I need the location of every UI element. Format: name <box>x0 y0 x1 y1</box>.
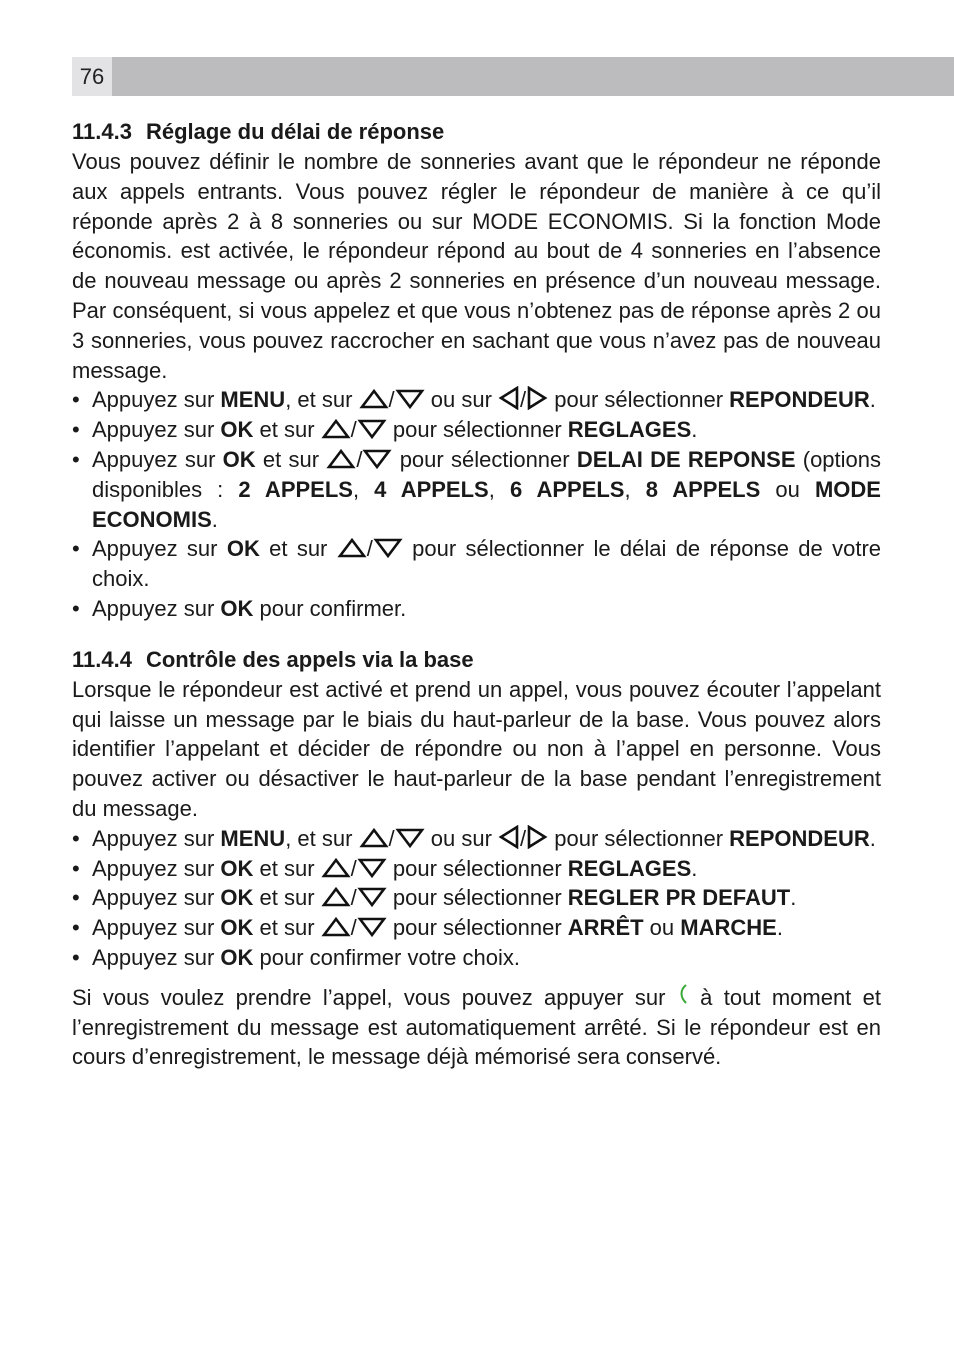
list-item: • Appuyez sur OK et sur / pour sélectionner REGLAGES. <box>72 415 881 445</box>
down-arrow-icon <box>395 827 425 849</box>
section-title: Contrôle des appels via la base <box>145 646 474 672</box>
closing-paragraph: Si vous voulez prendre l’appel, vous pouvez appuyer sur à tout moment et l’enregistrement du message est automatiquement arrêté. Si le répondeur est en cours d’enregistrement, le message déjà mémorisé sera conservé. <box>72 984 881 1070</box>
right-arrow-icon <box>526 386 548 410</box>
list-item: • Appuyez sur OK et sur / pour sélectionner REGLAGES. <box>72 854 881 884</box>
section-paragraph: Lorsque le répondeur est activé et prend un appel, vous pouvez écouter l’appelant qui laisse un message par le biais du haut-parleur de la base. Vous pouvez alors identifier l’appelant et décider de répondre ou non à l’appel en personne. Vous pouvez activer ou désactiver le haut-parleur de la base pendant l’enregistrement du message. <box>72 676 881 821</box>
header-bar <box>72 57 954 96</box>
up-arrow-icon <box>321 916 351 938</box>
up-arrow-icon <box>321 418 351 440</box>
list-item: • Appuyez sur OK et sur / pour sélectionner le délai de réponse de votre choix. <box>72 534 881 594</box>
list-item: • Appuyez sur MENU, et sur / ou sur / pour sélectionner REPONDEUR. <box>72 385 881 415</box>
section-paragraph: Vous pouvez définir le nombre de sonneries avant que le répondeur ne réponde aux appels entrants. Vous pouvez régler le répondeur de manière à ce qu’il réponde après 2 à 8 sonneries ou sur MODE ECONOMIS. Si la fonction Mode économis. est activée, le répondeur répond au bout de 4 sonneries en l’absence de nouveau message ou après 2 sonneries en présence d’un nouveau message. Par conséquent, si vous appelez et que vous n’obtenez pas de réponse après 2 ou 3 sonneries, vous pouvez raccrocher en sachant que vous n’avez pas de nouveau message. <box>72 149 881 383</box>
page-content <box>72 116 881 1072</box>
down-arrow-icon <box>395 388 425 410</box>
down-arrow-icon <box>362 448 392 470</box>
section-number: 11.4.4 <box>72 646 132 672</box>
section-heading-11-4-3 <box>72 116 881 147</box>
list-item: • Appuyez sur OK et sur / pour sélectionner DELAI DE REPONSE (options disponibles : 2 APPELS, 4 APPELS, 6 APPELS, 8 APPELS ou MODE ECONOMIS. <box>72 445 881 534</box>
down-arrow-icon <box>373 537 403 559</box>
up-arrow-icon <box>326 448 356 470</box>
list-item: • Appuyez sur OK et sur / pour sélectionner ARRÊT ou MARCHE. <box>72 913 881 943</box>
section-number: 11.4.3 <box>72 119 132 144</box>
phone-call-icon <box>677 983 689 1007</box>
list-item: • Appuyez sur MENU, et sur / ou sur / pour sélectionner REPONDEUR. <box>72 824 881 854</box>
section-title: Réglage du délai de réponse <box>145 119 445 144</box>
down-arrow-icon <box>357 886 387 908</box>
page-number: 76 <box>72 57 112 96</box>
left-arrow-icon <box>498 825 520 849</box>
up-arrow-icon <box>359 827 389 849</box>
down-arrow-icon <box>357 418 387 440</box>
up-arrow-icon <box>337 537 367 559</box>
up-arrow-icon <box>321 886 351 908</box>
right-arrow-icon <box>526 825 548 849</box>
list-item: • Appuyez sur OK pour confirmer. <box>72 594 881 624</box>
list-item: • Appuyez sur OK et sur / pour sélectionner REGLER PR DEFAUT. <box>72 883 881 913</box>
up-arrow-icon <box>321 857 351 879</box>
instruction-list <box>72 385 881 623</box>
down-arrow-icon <box>357 857 387 879</box>
instruction-list <box>72 824 881 973</box>
up-arrow-icon <box>359 388 389 410</box>
list-item: • Appuyez sur OK pour confirmer votre choix. <box>72 943 881 973</box>
down-arrow-icon <box>357 916 387 938</box>
left-arrow-icon <box>498 386 520 410</box>
section-heading-11-4-4 <box>72 644 881 675</box>
